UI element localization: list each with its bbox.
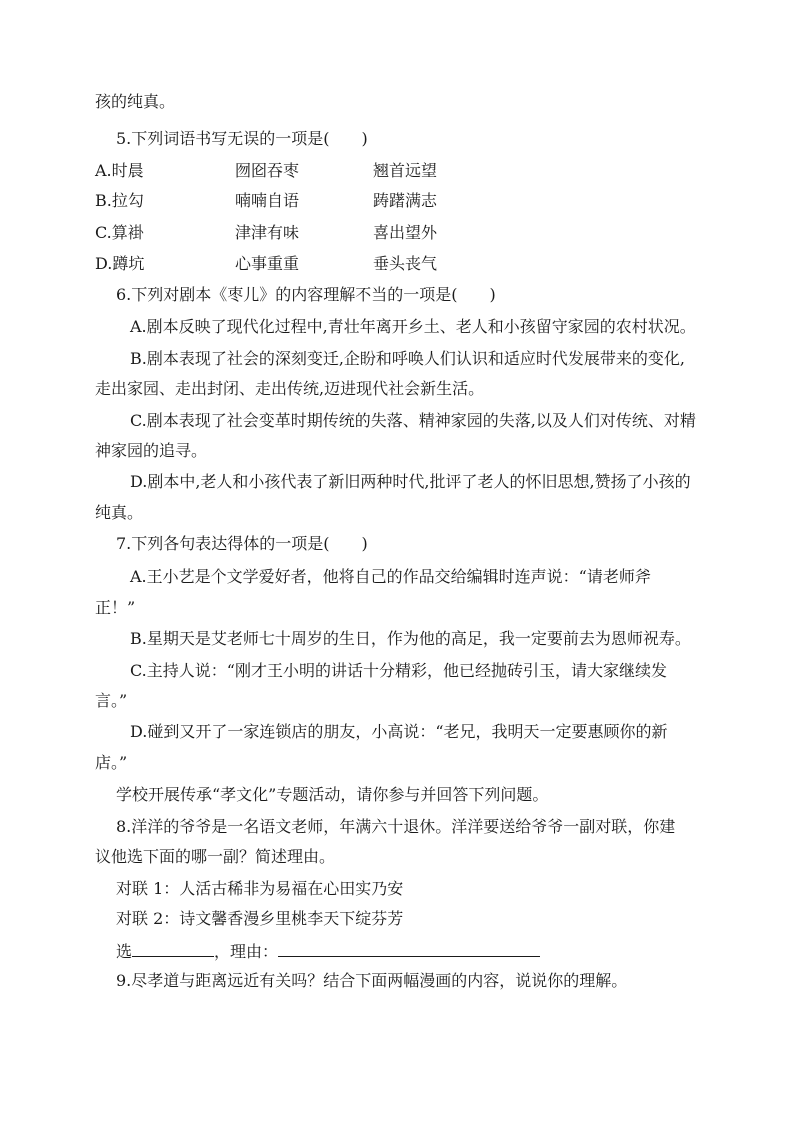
q5-option-b-word2: 喃喃自语	[235, 191, 300, 210]
couplet-1: 对联 1：人活古稀非为易福在心田实乃安	[116, 879, 404, 898]
q5-option-b-word3: 踌躇满志	[373, 191, 438, 210]
q7-option-a: A.王小艺是个文学爱好者，他将自己的作品交给编辑时连声说：“请老师斧	[130, 567, 651, 586]
reason-blank[interactable]	[278, 940, 540, 957]
q5-option-a-word3: 翘首远望	[373, 161, 438, 180]
q5-option-c-word1: C.算褂	[95, 223, 144, 242]
text-line: 孩的纯真。	[95, 92, 176, 111]
q6-option-c: C.剧本表现了社会变革时期传统的失落、精神家园的失落,以及人们对传统、对精	[130, 411, 696, 430]
question-7-stem: 7.下列各句表达得体的一项是( )	[116, 534, 368, 553]
answer-line	[116, 940, 540, 963]
q6-option-a: A.剧本反映了现代化过程中,青壮年离开乡土、老人和小孩留守家园的农村状况。	[130, 317, 696, 336]
section-intro: 学校开展传承“孝文化”专题活动，请你参与并回答下列问题。	[116, 785, 549, 804]
question-8-stem-cont: 议他选下面的哪一副？简述理由。	[95, 847, 336, 866]
q5-option-c-word2: 津津有味	[235, 223, 300, 242]
q6-option-b: B.剧本表现了社会的深刻变迁,企盼和呼唤人们认识和适应时代发展带来的变化,	[130, 349, 686, 368]
q7-option-b: B.星期天是艾老师七十周岁的生日，作为他的高足，我一定要前去为恩师祝寿。	[130, 629, 691, 648]
q6-option-d-cont: 纯真。	[95, 503, 144, 522]
q6-option-d: D.剧本中,老人和小孩代表了新旧两种时代,批评了老人的怀旧思想,赞扬了小孩的	[130, 472, 691, 491]
question-5-stem: 5.下列词语书写无误的一项是( )	[116, 129, 368, 148]
q5-option-c-word3: 喜出望外	[373, 223, 438, 242]
q5-option-d-word1: D.蹲坑	[95, 254, 145, 273]
q7-option-c: C.主持人说：“刚才王小明的讲话十分精彩，他已经抛砖引玉，请大家继续发	[130, 661, 667, 680]
q5-option-b-word1: B.拉勾	[95, 191, 144, 210]
q7-option-a-cont: 正！”	[95, 598, 136, 617]
q5-option-a-word2: 囫囵吞枣	[235, 161, 300, 180]
question-9-stem: 9.尽孝道与距离远近有关吗？结合下面两幅漫画的内容，说说你的理解。	[116, 971, 628, 990]
q5-option-d-word3: 垂头丧气	[373, 254, 438, 273]
q7-option-c-cont: 言。”	[95, 691, 128, 710]
q6-option-b-cont: 走出家园、走出封闭、走出传统,迈进现代社会新生活。	[95, 379, 485, 398]
q5-option-a-word1: A.时晨	[95, 161, 144, 180]
question-6-stem: 6.下列对剧本《枣儿》的内容理解不当的一项是( )	[116, 285, 496, 304]
question-8-stem: 8.洋洋的爷爷是一名语文老师，年满六十退休。洋洋要送给爷爷一副对联，你建	[116, 817, 676, 836]
choice-blank[interactable]	[132, 940, 214, 957]
q5-option-d-word2: 心事重重	[235, 254, 300, 273]
q7-option-d: D.碰到又开了一家连锁店的朋友，小高说：“老兄，我明天一定要惠顾你的新	[130, 722, 668, 741]
q6-option-c-cont: 神家园的追寻。	[95, 441, 208, 460]
q7-option-d-cont: 店。”	[95, 753, 128, 772]
reason-label: ，理由：	[214, 942, 279, 961]
couplet-2: 对联 2：诗文馨香漫乡里桃李天下绽芬芳	[116, 909, 404, 928]
choice-label: 选	[116, 942, 133, 961]
